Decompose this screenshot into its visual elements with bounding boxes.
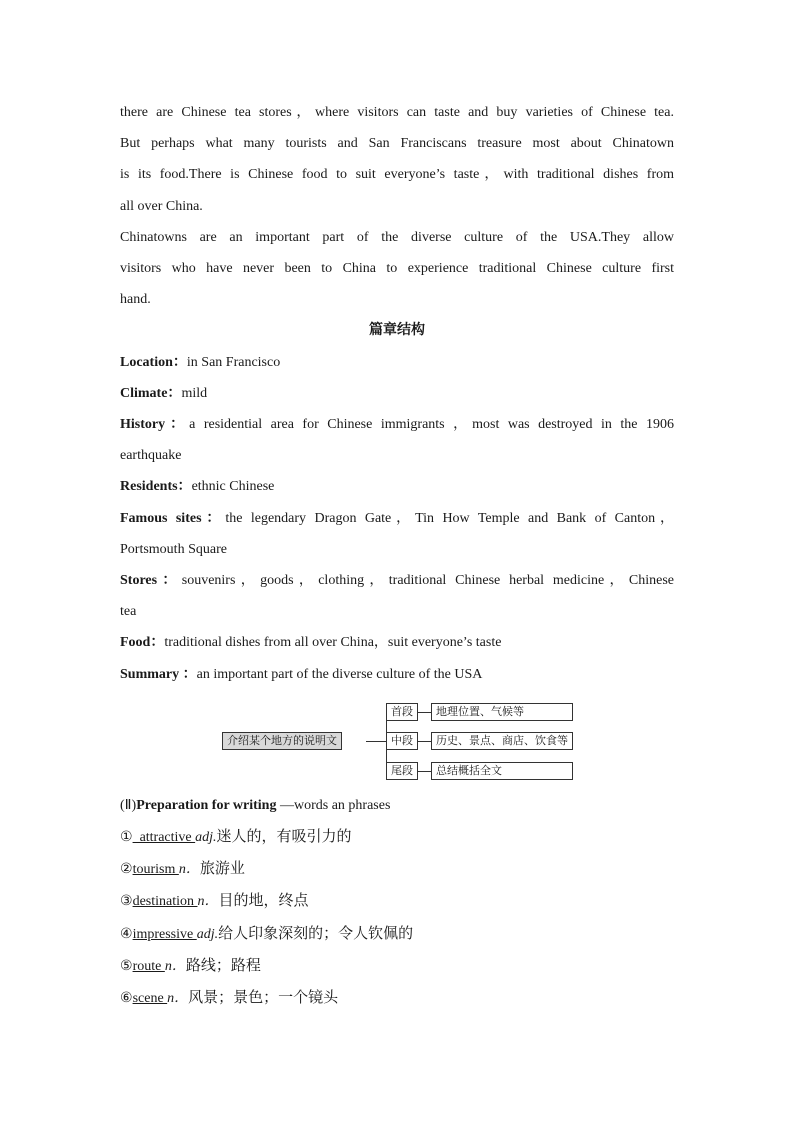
structure-famous-sites: [120, 503, 674, 534]
vocab-word: impressive: [132, 926, 197, 942]
diagram-content-box: 历史、景点、商店、饮食等: [431, 732, 573, 750]
vocab-pos: n．: [164, 958, 186, 974]
structure-label: History：: [120, 416, 190, 432]
structure-label: Location：: [120, 354, 187, 370]
vocab-pos: n．: [178, 862, 200, 878]
prep-prefix: (Ⅱ): [120, 797, 137, 813]
structure-label: Stores：: [120, 572, 182, 588]
vocab-item: [120, 821, 674, 853]
diagram-main-box: 介绍某个地方的说明文: [222, 732, 342, 750]
structure-summary: [120, 659, 674, 690]
vocab-meaning: 风景；景色；一个镜头: [188, 987, 339, 1006]
vocab-pos: adj.: [196, 926, 219, 942]
structure-value: in San Francisco: [186, 354, 281, 370]
structure-food: [120, 627, 674, 658]
vocab-number: ⑤: [120, 957, 133, 974]
diagram-part-box: 中段: [386, 732, 418, 750]
structure-label: Climate：: [120, 385, 182, 401]
paragraph-2: [120, 222, 674, 316]
vocab-word: tourism: [132, 862, 179, 878]
vocab-pos: n．: [197, 894, 219, 910]
structure-residents: [120, 471, 674, 502]
structure-value: a residential area for Chinese immigrants ，most was destroyed in the 1906: [189, 416, 675, 432]
structure-label: Food：: [120, 635, 165, 651]
paragraph-line: But perhaps what many tourists and San Franciscans treasure most about Chinatown: [120, 136, 674, 152]
diagram-part-box: 首段: [386, 703, 418, 721]
structure-climate: [120, 378, 674, 409]
vocab-item: [120, 982, 674, 1014]
vocab-meaning: 旅游业: [199, 859, 245, 878]
vocab-number: ②: [120, 861, 133, 878]
prep-suffix: —words an phrases: [279, 797, 391, 813]
vocab-pos: adj.: [195, 829, 217, 845]
structure-label: Residents：: [120, 479, 192, 495]
vocab-number: ③: [120, 893, 133, 910]
structure-value: ethnic Chinese: [191, 479, 275, 495]
structure-history-cont: earthquake: [120, 448, 182, 464]
diagram-part-box: 尾段: [386, 762, 418, 780]
structure-history: [120, 409, 674, 440]
paragraph-line: is its food.There is Chinese food to suit everyone’s taste，with traditional dishes from: [120, 167, 674, 183]
prep-title: Preparation for writing: [136, 797, 277, 813]
paragraph-line: visitors who have never been to China to experience traditional Chinese culture first: [120, 260, 674, 276]
paragraph-line: Chinatowns are an important part of the diverse culture of the USA.They allow: [120, 229, 674, 245]
structure-stores: [120, 565, 674, 596]
vocab-word: attractive: [132, 829, 196, 845]
vocab-word: destination: [132, 894, 198, 910]
vocab-number: ④: [120, 925, 133, 942]
structure-stores-cont: tea: [120, 604, 137, 620]
diagram-content-box: 地理位置、气候等: [431, 703, 573, 721]
diagram-content-box: 总结概括全文: [431, 762, 573, 780]
vocab-item: [120, 950, 674, 982]
structure-value: the legendary Dragon Gate，Tin How Temple and Bank of Canton，: [225, 510, 674, 526]
diagram-connector: [417, 771, 431, 772]
vocab-number: ①: [120, 828, 133, 845]
vocab-item: [120, 885, 674, 917]
paragraph-line: hand.: [120, 292, 151, 308]
vocab-number: ⑥: [120, 989, 133, 1006]
document-page: [120, 97, 674, 1014]
structure-value: traditional dishes from all over China，suit everyone’s taste: [164, 635, 502, 651]
paragraph-line: all over China.: [120, 198, 203, 214]
structure-diagram: [120, 698, 674, 784]
structure-label: Summary ：: [120, 666, 197, 682]
structure-value: an important part of the diverse culture of the USA: [196, 666, 483, 682]
structure-famous-sites-cont: Portsmouth Square: [120, 541, 227, 557]
vocab-word: scene: [132, 990, 168, 1006]
diagram-connector: [417, 712, 431, 713]
paragraph-line: there are Chinese tea stores，where visitors can taste and buy varieties of Chinese tea.: [120, 105, 674, 120]
vocab-list: [120, 821, 674, 1014]
vocab-meaning: 迷人的，有吸引力的: [216, 826, 352, 845]
diagram-connector: [417, 741, 431, 742]
diagram-connector: [366, 741, 386, 742]
structure-value: souvenirs，goods，clothing，traditional Chinese herbal medicine，Chinese: [181, 572, 674, 588]
structure-label: Famous sites：: [120, 510, 226, 526]
vocab-meaning: 目的地，终点: [218, 891, 309, 910]
vocab-meaning: 路线；路程: [185, 955, 261, 974]
vocab-word: route: [132, 958, 165, 974]
vocab-meaning: 给人印象深刻的；令人钦佩的: [218, 923, 414, 942]
vocab-item: [120, 853, 674, 885]
vocab-item: [120, 918, 674, 950]
section-title: 篇章结构: [369, 322, 425, 339]
structure-value: mild: [181, 385, 208, 401]
vocab-pos: n．: [167, 990, 189, 1006]
paragraph-1: [120, 97, 674, 222]
prep-heading: [120, 790, 674, 821]
structure-list: [120, 347, 674, 690]
structure-location: [120, 347, 674, 378]
